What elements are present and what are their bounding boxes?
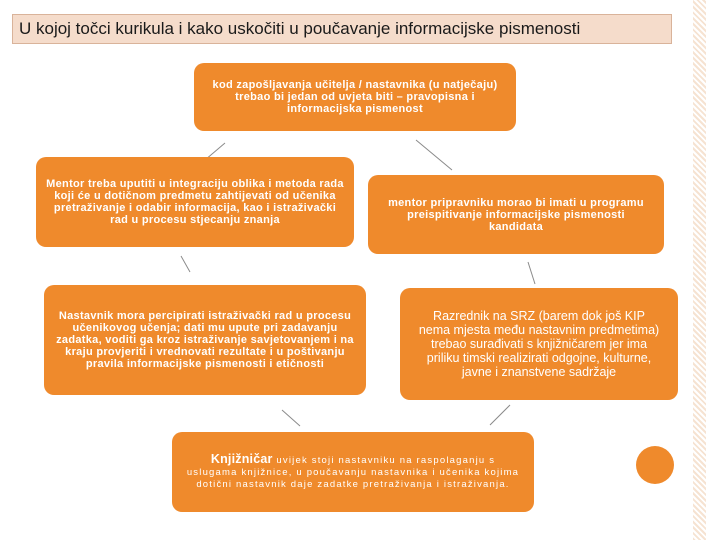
box-mid-right-text: mentor pripravniku morao bi imati u programu preispitivanje informacijske pismenosti kandidata [388, 196, 644, 233]
box-low-right [400, 288, 678, 400]
decorative-circle [636, 446, 674, 484]
page-title: U kojoj točci kurikula i kako uskočiti u poučavanje informacijske pismenosti [19, 19, 581, 38]
box-low-right-text: Razrednik na SRZ (barem dok još KIP nema mjesta među nastavnim predmetima) trebao surađivati s knjižničarem jer ima priliku timski realizirati odgojne, kulturne, javne i znanstvene sadržaje [418, 309, 660, 379]
box-bottom-text [184, 453, 522, 491]
connector-line [490, 405, 510, 425]
box-bottom-rest: uvijek stoji nastavniku na raspolaganju s uslugama knjižnice, u poučavanju nastavnika i učenika kojima dotični nastavnik daje zadatke pretraživanja i istraživanja. [186, 455, 520, 490]
box-low-left-text: Nastavnik mora percipirati istraživački rad u procesu učenikovog učenja; dati mu upute pri zadavanju zadatka, voditi ga kroz istraživanje savjetovanjem i na kraju provjeriti i vrednovati rezultate i u poštivanju pravila informacijske pismenosti i etičnosti [56, 310, 354, 370]
box-bottom-lead: Knjižničar [210, 452, 273, 466]
box-bottom [172, 432, 534, 512]
connector-line [528, 262, 535, 284]
box-top [194, 63, 516, 131]
box-top-text: kod zapošljavanja učitelja / nastavnika (u natječaju) trebao bi jedan od uvjeta biti – pravopisna i informacijska pismenost [212, 79, 498, 115]
box-mid-left-text: Mentor treba uputiti u integraciju oblika i metoda rada koji će u dotičnom predmetu zahtijevati od učenika pretraživanje i odabir informacija, kao i istraživački rad u procesu stjecanju znanja [46, 178, 344, 226]
box-mid-right [368, 175, 664, 254]
box-mid-left [36, 157, 354, 247]
connector-line [181, 256, 190, 272]
connector-line [282, 410, 300, 426]
box-low-left [44, 285, 366, 395]
connector-line [416, 140, 452, 170]
